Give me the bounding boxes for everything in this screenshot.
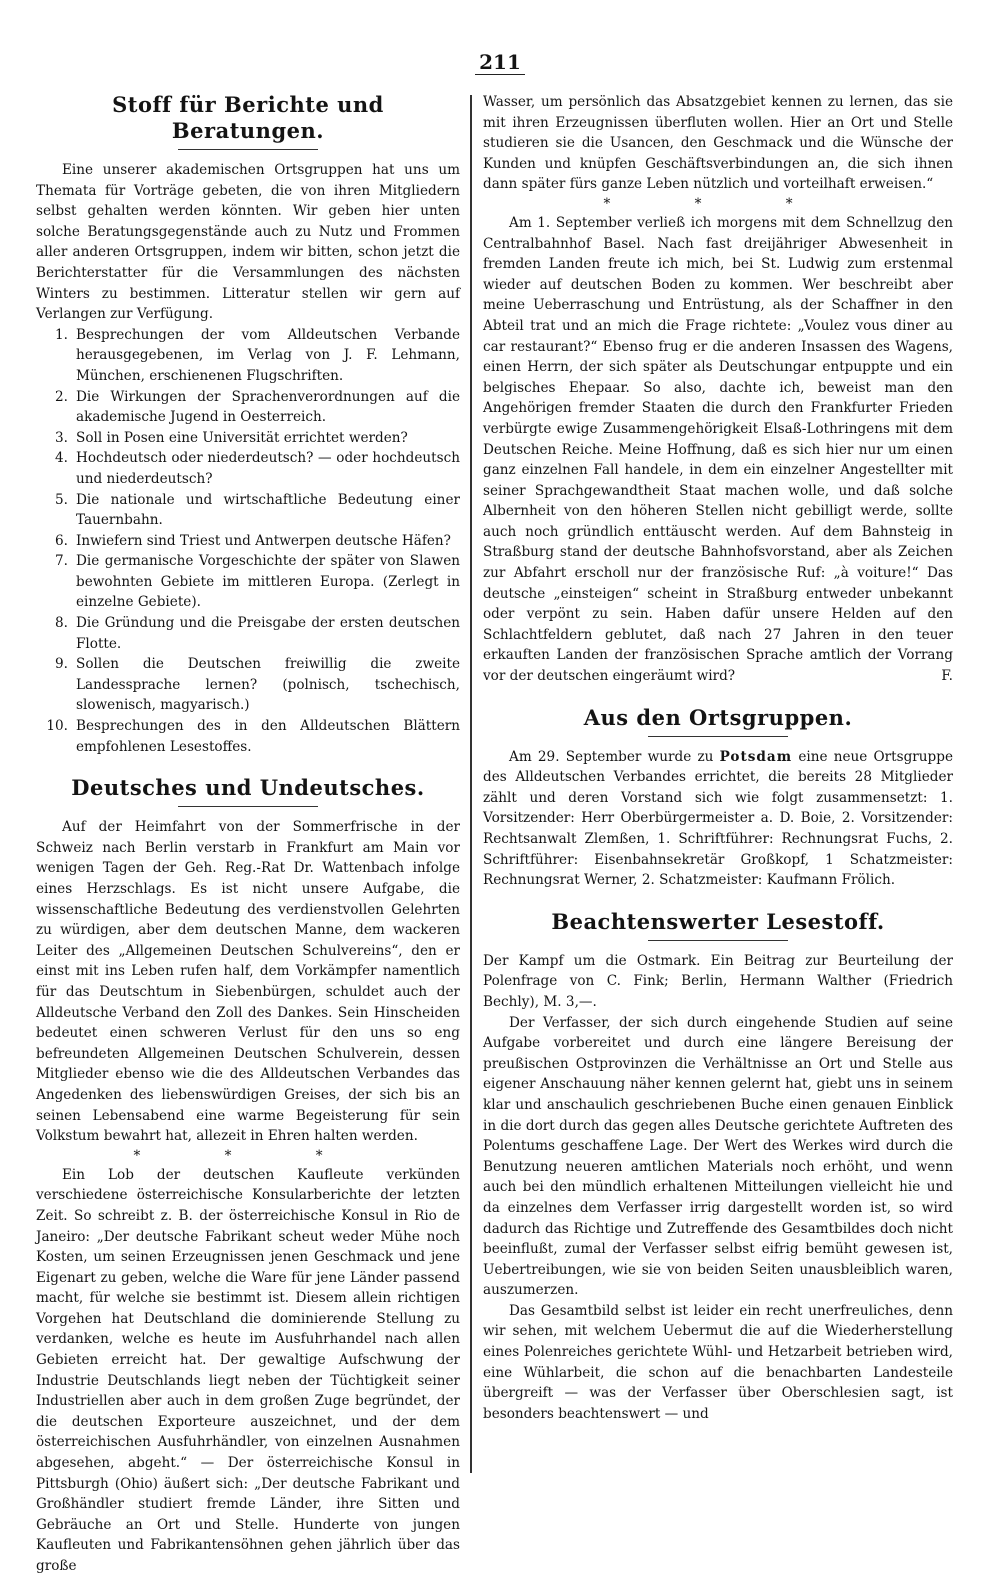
topic-list	[36, 325, 460, 757]
column-divider	[470, 95, 472, 1473]
book-entry: Der Kampf um die Ostmark. Ein Beitrag zur Beurteilung der Polenfrage von C. Fink; Berlin, Hermann Walther (Friedrich Bechly), M. 3,—.	[483, 952, 953, 1010]
section-title-lesestoff: Beachtenswerter Lesestoff.	[551, 908, 885, 934]
list-item: 4. Hochdeutsch oder niederdeutsch? — oder hochdeutsch und niederdeutsch?	[55, 450, 460, 487]
section-title-deutsches: Deutsches und Undeutsches.	[71, 775, 425, 801]
list-item: 9. Sollen die Deutschen freiwillig die zweite Landessprache lernen? (polnisch, tschechisch, slowenisch, magyarisch.)	[55, 656, 460, 714]
continued-paragraph: Wasser, um persönlich das Absatzgebiet kennen zu lernen, das sie mit ihren Erzeugnissen überfluten wollen. Hier an Ort und Stelle studieren sie die Usancen, den Geschmack und die Wünsche der Kunden und knüpfen Geschäftsverbindungen an, die sich ihnen dann später fürs ganze Leben nützlich und vorteilhaft erweisen.“	[483, 94, 953, 193]
list-item: 8. Die Gründung und die Preisgabe der ersten deutschen Flotte.	[55, 615, 460, 652]
list-item: 6. Inwiefern sind Triest und Antwerpen deutsche Häfen?	[55, 532, 451, 549]
wattenbach-paragraph: Auf der Heimfahrt von der Sommerfrische in der Schweiz nach Berlin verstarb in Frankfurt am Main vor wenigen Tagen der Geh. Reg.-Rat Dr. Wattenbach infolge eines Herzschlags. Es ist nicht unsere Aufgabe, die wissenschaftliche Bedeutung des verdienstvollen Gelehrten zu würdigen, aber dem deutschen Manne, dem wackeren Leiter des „Allgemeinen Deutschen Schulvereins“, den er einst mit ins Leben rufen half, dem Vorkämpfer namentlich für das Deutschtum in Siebenbürgen, schuldet auch der Alldeutsche Verband den Zoll des Dankes. Sein Hinscheiden bedeutet einen schweren Verlust für den uns so eng befreundeten Allgemeinen Deutschen Schulverein, dessen Mitglieder ebenso wie die des Alldeutschen Verbandes das Angedenken des liebenswürdigen Greises, der sich bis an seinen Lebensabend eine warme Begeisterung für sein Volkstum bewahrt hat, allezeit in Ehren halten werden.	[36, 819, 460, 1145]
signature: F.	[941, 668, 953, 685]
spacer	[483, 687, 953, 705]
review-paragraph: Der Verfasser, der sich durch eingehende Studien auf seine Aufgabe vorbereitet und durch eine längere Bereisung der preußischen Ostprovinzen die Verhältnisse an Ort und Stelle aus eigener Anschauung näher kennen gelernt hat, giebt uns in seinem klar und anschaulich geschriebenen Buche einen genauen Einblick in die dort durch das gegen alles Deutsche gerichtete Auftreten des Polentums geschaffene Lage. Der Wert des Werkes wird durch die Benutzung neueren amtlichen Materials noch erhöht, und wenn auch bei den mündlich erhaltenen Mitteilungen vielleicht hie und da einzelnes dem Verfasser irrig dargestellt worden ist, so wird dadurch das Richtige und Zutreffende des Gesamtbildes doch nicht beeinflußt, zumal der Verfasser selbst eifrig bemüht gewesen ist, Uebertreibungen, wie sie von beiden Seiten unausbleiblich waren, auszumerzen.	[483, 1014, 953, 1299]
list-item: 3. Soll in Posen eine Universität errichtet werden?	[55, 429, 408, 446]
basel-paragraph: Am 1. September verließ ich morgens mit dem Schnellzug den Centralbahnhof Basel. Nach fast dreijähriger Abwesenheit in fremden Landen freute ich mich, bei St. Ludwig zum erstenmal wieder auf deutschen Boden zu kommen. Wer beschreibt aber meine Ueberraschung und Entrüstung, als der Schaffner in den Abteil trat und an mich die Frage richtete: „Voulez vous diner au car restaurant?“ Ebenso frug er die anderen Insassen des Wagens, einen Herrn, der sich später als Deutschungar entpuppte und ein belgisches Ehepaar. So also, dachte ich, beweist man den Angehörigen fremder Staaten die durch den Frankfurter Frieden verbürgte ewige Zusammengehörigkeit Elsaß-Lothringens mit dem Deutschen Reiche. Meine Hoffnung, daß es sich hier nur um einen ganz einzelnen Fall handele, in dem ein einzelner Angestellter mit seiner Sprachgewandtheit Staat machen wolle, und daß solche Albernheit von den höheren Stellen nicht gebilligt werde, sollte auch noch gründlich enttäuscht werden. Auf dem Bahnsteig in Straßburg stand der deutsche Bahnhofsvorstand, aber als Zeichen zur Abfahrt erscholl nur der französische Ruf: „à voiture!“ Das deutsche „einsteigen“ scheint in Straßburg entweder unbekannt oder verpönt zu sein. Haben dafür unsere Helden auf den Schlachtfeldern geblutet, daß nach 27 Jahren in den teuer erkauften Landen der französischen Sprache amtlich der Vorrang vor der deutschen eingeräumt wird? F.	[483, 213, 953, 687]
title-rule	[648, 736, 788, 737]
list-item: 5. Die nationale und wirtschaftliche Bedeutung einer Tauernbahn.	[55, 491, 460, 529]
list-item: 10. Besprechungen des in den Alldeutschen Blättern empfohlenen Lesestoffes.	[46, 718, 460, 755]
konsul-paragraph: Ein Lob der deutschen Kaufleute verkünden verschiedene österreichische Konsularberichte der letzten Zeit. So schreibt z. B. der österreichische Konsul in Rio de Janeiro: „Der deutsche Fabrikant scheut weder Mühe noch Kosten, um seinen Erzeugnissen jenen Geschmack und jene Eigenart zu geben, welche die Ware für jene Länder passend macht, für welche sie bestimmt ist. Diesem allein richtigen Vorgehen hat Deutschland die dominierende Stellung zu verdanken, welche es heute im Ausfuhrhandel nach allen Gebieten erreicht hat. Der gewaltige Aufschwung der Industrie Deutschlands liegt neben der Tüchtigkeit seiner Industriellen aber auch in dem großen Zuge begründet, der die deutschen Exporteure auszeichnet, und der dem österreichischen Ausfuhrhändler, von einzelnen Ausnahmen abgesehen, abgeht.“ — Der österreichische Konsul in Pittsburgh (Ohio) äußert sich: „Der deutsche Fabrikant und Großhändler studiert fremde Länder, ihre Sitten und Gebräuche an Ort und Stelle. Hunderte von jungen Kaufleuten und Fabrikantensöhnen gehen jährlich über das große	[36, 1166, 460, 1574]
city-name: Potsdam	[719, 748, 793, 765]
spacer	[483, 891, 953, 909]
title-rule	[178, 149, 318, 150]
list-item: 1. Besprechungen der vom Alldeutschen Verbande herausgegebenen, im Verlag von J. F. Lehmann, München, erschienenen Flugschriften.	[55, 326, 460, 384]
list-item: 2. Die Wirkungen der Sprachenverordnungen auf die akademische Jugend in Oesterreich.	[55, 388, 460, 426]
section-title-ortsgruppen: Aus den Ortsgruppen.	[583, 704, 853, 730]
right-column	[483, 92, 953, 1424]
list-item: 7. Die germanische Vorgeschichte der später von Slawen bewohnten Gebiete im mittleren Europa. (Zerlegt in einzelne Gebiete).	[55, 553, 460, 611]
section-stars: * * *	[603, 195, 833, 212]
intro-paragraph: Eine unserer akademischen Ortsgruppen hat uns um Themata für Vorträge gebeten, die von ihren Mitgliedern selbst gehalten werden könnten. Wir geben hier unten solche Beratungsgegenstände auch zu Nutz und Frommen aller anderen Ortsgruppen, indem wir bitten, schon jetzt die Berichterstatter für die Versammlungen des nächsten Winters zu bestimmen. Litteratur stellen wir gern auf Verlangen zur Verfügung.	[36, 162, 460, 323]
page-number: 211	[0, 50, 1000, 74]
review-paragraph-2: Das Gesamtbild selbst ist leider ein recht unerfreuliches, denn wir sehen, mit welchem Uebermut die auf die Wiederherstellung eines Polenreiches gerichtete Wühl- und Hetzarbeit betrieben wird, eine Wühlarbeit, die schon auf die benachbarten Landesteile übergreift — was der Verfasser über Oberschlesien sagt, ist besonders beachtenswert — und	[483, 1302, 953, 1422]
ortsgruppen-paragraph: Am 29. September wurde zu Potsdam eine neue Ortsgruppe des Alldeutschen Verbandes errichtet, die bereits 28 Mitglieder zählt und deren Vorstand sich wie folgt zusammensetzt: 1. Vorsitzender: Herr Oberbürgermeister a. D. Boie, 2. Vorsitzender: Rechtsanwalt Zlemßen, 1. Schriftführer: Rechnungsrat Fuchs, 2. Schriftführer: Eisenbahnsekretär Großkopf, 1 Schatzmeister: Rechnungsrat Werner, 2. Schatzmeister: Kaufmann Frölich.	[483, 748, 953, 889]
left-column	[36, 92, 460, 1577]
spacer	[36, 757, 460, 775]
title-rule	[178, 806, 318, 807]
section-stars: * * *	[133, 1147, 363, 1164]
title-rule	[648, 940, 788, 941]
section-title-berichte: Stoff für Berichte und Beratungen.	[112, 92, 384, 143]
